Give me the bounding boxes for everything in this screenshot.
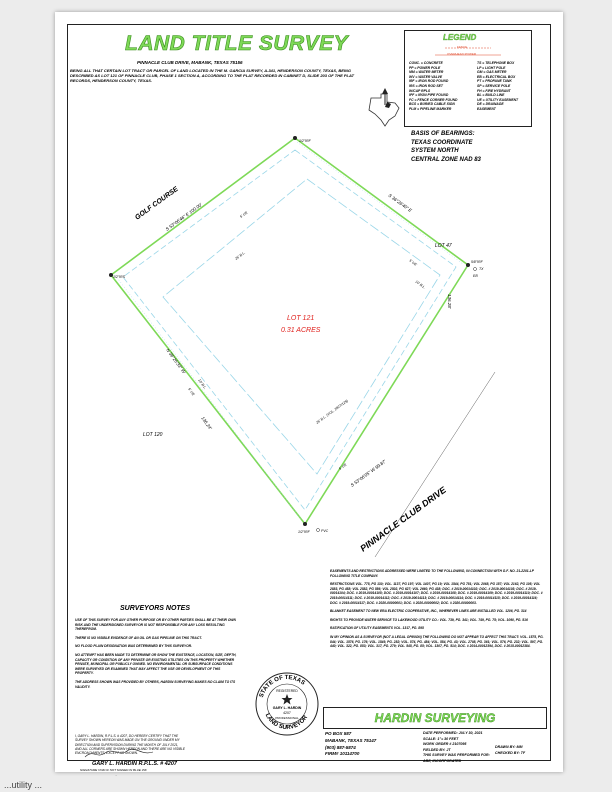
legend-entry: IRF = IRON ROD FOUND [409,79,449,84]
easements-block [330,569,545,653]
legend-entry: SP = SERVICE POLE [477,83,511,88]
basis-line-4: CENTRAL ZONE NAD 83 [411,157,481,164]
job-client: ABZ, INCORPORATED [423,758,462,763]
corner-label-south: 1/2"IRF [298,530,310,534]
seal-ring-top: STATE OF TEXAS [258,674,306,699]
distance-ne: 136.28' [447,294,452,309]
corner-marker-east [466,263,470,267]
company-po: PO BOX 587 [325,731,352,736]
job-performed-for: THIS SURVEY WAS PERFORMED FOR: [423,753,490,758]
legend-entry: WV = WATER VALVE [409,74,443,79]
job-date: DATE PERFORMED: JULY 30, 2021 [423,731,483,735]
distance-sw: 136.24' [200,415,213,431]
bearing-se: S 53°06'05" W 99.87' [349,458,387,488]
easement-intro: EASEMENTS AND RESTRICTIONS ADDRESSED WERE LIMITED TO THE FOLLOWING, IN CONNECTION WITH G.F. NO. 21-2201-LP FOLLOWING TITLE COMPANY. [330,569,534,578]
bl-label-nw: 25' B.L. [234,250,247,261]
easement-electric: BLANKET EASEMENT TO NEW ERA ELECTRIC COOPERATIVE, INC., WHEREVER LINES ARE INSTALLED VOL. 1206, PG. 314 [330,609,527,614]
company-phone: (903) 887-5874 [325,744,356,750]
legend-entry: CONC. = CONCRETE [409,61,443,65]
surveyor-certification: I, GARY L. HARDIN, R.P.L.S. # 4207, DO HEREBY CERTIFY THAT THE SURVEY SHOWN HEREON WAS MADE ON THE GROUND UNDER MY DIRECTION AND SUPERVISION DURING THE MONTH OF JULY 2021, AND ALL CORNERS ARE SHOWN HEREON AND THERE ARE NO VISIBLE ENCROACHMENTS, EXCEPT AS SHOWN. [75,734,185,756]
survey-plat [55,12,563,572]
basis-line-1: BASIS OF BEARINGS: [411,131,475,137]
lot-120-label: LOT 120 [143,432,163,438]
job-info [423,731,490,764]
easement-ratification: RATIFICATION OF UTILITY EASEMENTS VOL. 1317, PG. 895 [330,626,424,631]
seal-professional: PROFESSIONAL [275,716,299,720]
bl-label-sw: 10' B.L. [197,378,208,391]
legend-entry: MM = WATER METER [409,70,444,75]
property-address: PINNACLE CLUB DRIVE, MABANK, TEXAS 75156 [137,60,243,65]
company-name: HARDIN SURVEYING [323,707,547,729]
notes-title: SURVEYORS NOTES [120,605,191,612]
legend-entry: PP = POWER POLE [409,65,441,70]
legend-entry: EASEMENT [477,106,496,111]
ue-label-ne: 5' UE [408,258,418,267]
signature-scribble [83,747,163,761]
legend-entry: PLM = PIPELINE MARKER [409,106,452,111]
company-city: MABANK, TEXAS 75147 [325,737,377,743]
bearing-ne: S 36°26'40" E [387,192,413,214]
legend-entry: IPF = IRON PIPE FOUND [409,93,449,98]
pvc-marker-icon [317,529,320,532]
eb-label: EB [473,274,478,278]
seal-registered: REGISTERED [276,689,298,693]
lot-number: LOT 121 [287,315,315,322]
legend-entry: PT = PROPANE TANK [477,79,512,84]
bearing-sw: N 36°26'33" W [165,347,187,375]
legend-entry: TS = TELEPHONE BOX [477,61,515,65]
signature-note: SIGNATURE VOID IF NOT SIGNED IN BLUE INK [80,768,147,772]
golf-course-label: GOLF COURSE [134,185,180,222]
job-drafting [495,745,525,756]
basis-line-3: SYSTEM NORTH [411,148,459,155]
legal-description: BEING ALL THAT CERTAIN LOT TRACT OR PARCEL OF LAND LOCATED IN THE M. GARCIA SURVEY, A-341, HENDERSON COUNTY, TEXAS, BEING DESCRIBED AS LOT 121 OF PINNACLE CLUB, PHASE 1 SECTION A, ACCORDING TO THE PLAT RECORDED IN CABINET D, SLIDE 203 OF THE PLAT RECORDS, HENDERSON COUNTY, TEXAS. [70,68,355,84]
note-item: USE OF THIS SURVEY FOR ANY OTHER PURPOSE OR BY OTHER PARTIES SHALL BE AT THEIR OWN RISK AND THE UNDERSIGNED SURVEYOR IS NOT RESPONSIBLE FOR ANY LOSS RESULTING THEREFROM. [75,618,236,632]
ue-label-se: 5' UE [338,462,348,471]
corner-marker-north [293,136,297,140]
easement-restrictions: RESTRICTIONS VOL. 775, PG 130; VOL. 1137, PG 197; VOL 1407, PG 19; VOL 1544, PG 781; VOL 2068, PG 157; VOL 2162, PG 105; VOL 2883, PG 458; VOL 2582, PG 556; VOL 2502, PG 627; VOL 2660, PG 438; DOC. # 2019-00014102; DOC. # 2019-00014103; DOC. # 2019-00014104; DOC. # 2019-00014105; DOC. # 2019-00014107; DOC. # 2019-00014108; DOC. # 2019-00014109; DOC. # 2019-00014110; DOC. # 2019-00014111; DOC. # 2019-00014112; DOC. # 2019-00014113; DOC. # 2019-00014114; DOC. # 2019-00014115; DOC. # 2019-00014116; DOC. # 2019-00014117; DOC. # 2020-00000001; DOC. # 2020-00000002; DOC. # 2020-00000003. [330,582,543,605]
job-drawn-by: DRAWN BY: MM [495,745,523,749]
legend-fence-label: FENCE [457,45,468,49]
ue-label-nw: 5' UE [239,210,249,219]
legend-entry: W/CAP RPLS [409,88,431,93]
lot-47-label: LOT 47 [435,243,452,249]
svg-text:STATE OF TEXAS [259,675,306,698]
easement-opinion: IN MY OPINION AS A SURVEYOR (NOT A LEGAL OPINION) THE FOLLOWING DO NOT APPEAR TO AFFECT THIS TRACT: VOL. 1575, PG. 844; VOL. 1576, PG. 176; VOL. 1549, PG. 282; VOL. 574, PG. 484; VOL. 554, PG. 43; VOL. 2708, PG. 361; VOL. 576, PG. 232; VOL. 597, PG. 440; VOL. 322, PG. 853; VOL. 317, PG. 279; VOL. 545, PG. 85; VOL. 1307, PG. 514; DOC. # 2014-00012394, DOC. # 2015-00012384. [330,635,544,649]
note-item: THE ADDRESS SHOWN WAS PROVIDED BY OTHERS, HARDIN SURVEYING MAKES NO CLAIM TO ITS VALIDITY. [75,680,236,689]
company-contact [325,731,376,758]
tx-label: TX [479,267,484,271]
legend-entry: LP = LIGHT POLE [477,65,506,70]
surveyor-seal [253,670,321,738]
job-fielded: FIELDED BY: JT [423,747,451,752]
legend-title: LEGEND [443,33,477,42]
legend-entry: EB = ELECTRICAL BOX [477,74,516,79]
lot-acreage: 0.31 ACRES [281,327,321,334]
legend-entry: BCS = BURIED CABLE SIGN [409,102,455,107]
legend-entry: FC = FENCE CORNER FOUND [409,97,458,102]
setback-label: 25' B.L. (VOL. 2827/129) [315,398,349,425]
legend-entry: BL = BUILD LINE [477,93,505,98]
seal-number: 4207 [283,711,291,715]
company-firm: FIRM# 10114700 [325,751,360,757]
note-item: THERE IS NO VISIBLE EVIDENCE OF AN OIL OR GAS PIPELINE ON THIS TRACT. [75,635,202,640]
seal-star-icon [282,694,293,705]
tx-marker-icon [474,268,477,271]
corner-marker-south [303,522,307,526]
bl-label-ne: 10' B.L. [414,279,427,290]
job-checked-by: CHECKED BY: TF [495,750,526,755]
viewer-bottom-strip [0,776,612,792]
page-title: LAND TITLE SURVEY [125,32,349,55]
surveyors-notes [75,618,237,693]
legend-overhead-label: OVERHEAD POWER [447,52,477,56]
job-scale: SCALE: 1"= 30 FEET [423,736,459,741]
signature-name: GARY L. HARDIN R.P.L.S. # 4207 [92,761,177,767]
note-item: NO ATTEMPT HAS BEEN MADE TO DETERMINE OR SHOW THE EXISTENCE, LOCATION, SIZE, DEPTH, CAPACITY OR CONDITION OF ANY PRIVATE OR EXISTING UTILITIES ON THIS PROPERTY WHETHER PRIVATE, MUNICIPAL OR PUBLICLY OWNED. NO ENVIRONMENTAL OR SUBSURFACE CONDITIONS WERE SURVEYED OR EXAMINED THAT MAY AFFECT THE USE OR DEVELOPMENT OF THIS PROPERTY. [75,653,237,676]
survey-sheet [55,12,563,772]
corner-label-east: 5/8"IRF [471,260,483,264]
corner-label-north: 1/2"IRF [299,139,311,143]
legend-entry: GM = GAS METER [477,70,507,75]
legend-entry: IRS = IRON ROD SET [409,83,444,88]
job-order: WORK ORDER # 2107095 [423,742,467,747]
easement-water: RIGHTS TO PROVIDE WATER SERVICE TO LAKEWOOD UTILITY CO.: VOL. 739, PG. 341; VOL. 749, PG. 75; VOL. 1090, PG. 516 [330,617,528,622]
legend-entry: DE = DRAINAGE [477,102,504,107]
ue-label-sw: 5' UE [187,387,196,397]
note-item: NO FLOOD PLAIN DESIGNATION WAS DETERMINED BY THIS SURVEYOR. [75,644,193,649]
basis-line-2: TEXAS COORDINATE [411,139,473,146]
seal-name: GARY L. HARDIN [272,706,302,710]
pvc-label: PVC [321,529,329,533]
viewer-footer-text: ...utility ... [4,780,43,790]
street-name: PINNACLE CLUB DRIVE [358,484,448,554]
corner-label-west: 1/2"IRS [113,275,125,279]
bearing-nw: S 53°06'46" E 100.00' [164,202,203,232]
seal-ring-bottom: LAND SURVEYOR [263,712,310,732]
legend-entry: FH = FIRE HYDRANT [477,88,511,93]
legend-entry: UE = UTILITY EASEMENT [477,97,519,102]
